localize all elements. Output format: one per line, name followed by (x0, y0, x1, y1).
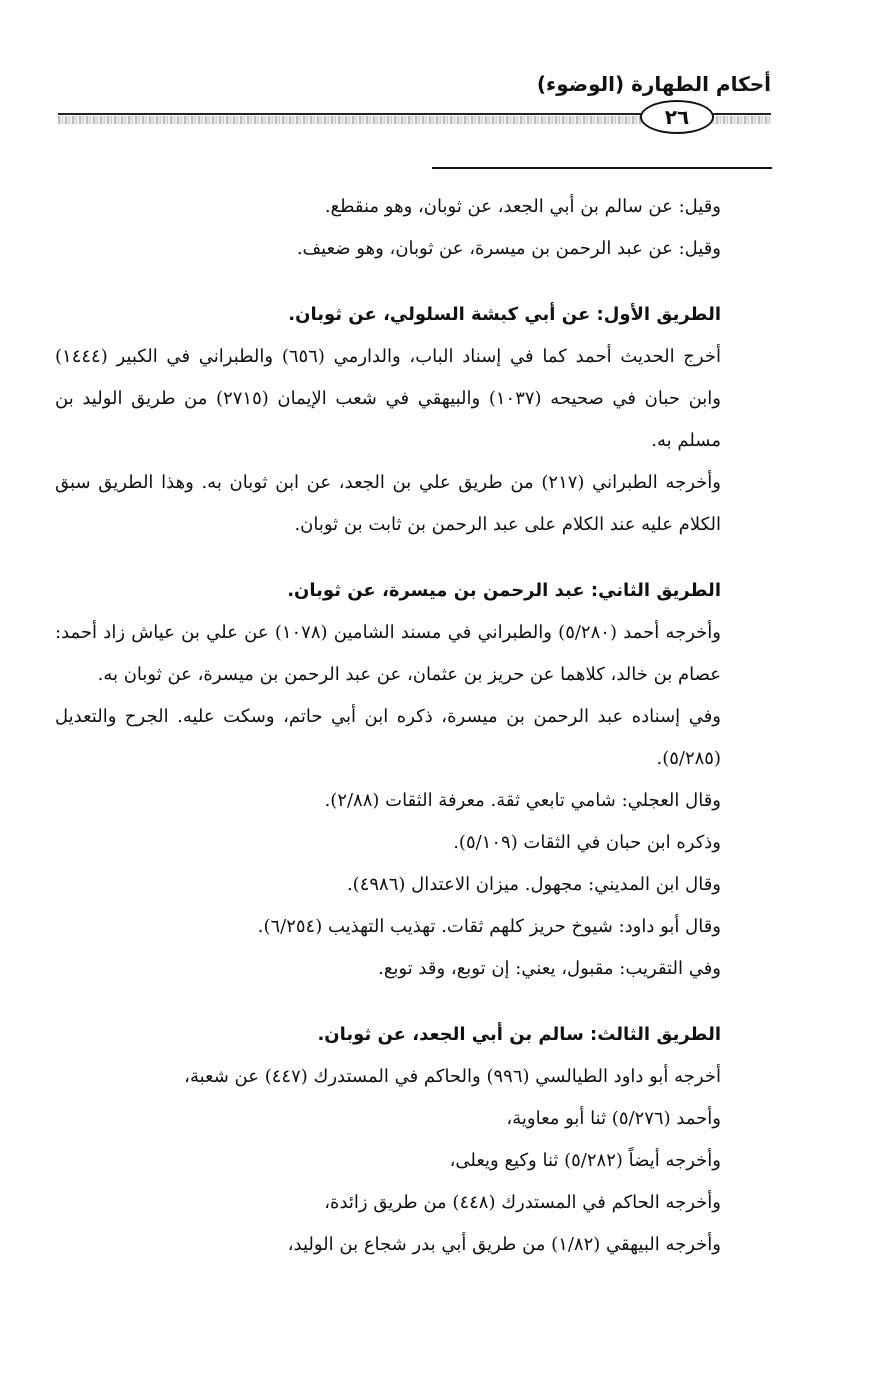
paragraph: وفي التقريب: مقبول، يعني: إن توبع، وقد توبع. (378, 958, 721, 979)
text-line: وقيل: عن سالم بن أبي الجعد، عن ثوبان، وهو منقطع. (324, 196, 721, 217)
section-heading: الطريق الثاني: عبد الرحمن بن ميسرة، عن ثوبان. (287, 580, 721, 601)
section-separator (432, 167, 772, 169)
text-line: وقيل: عن عبد الرحمن بن ميسرة، عن ثوبان، وهو ضعيف. (296, 238, 721, 259)
paragraph: وأخرجه أحمد (٥/٢٨٠) والطبراني في مسند الشامين (١٠٧٨) عن علي بن عياش زاد أحمد: عصام بن خالد، كلاهما عن حريز بن عثمان، عن عبد الرحمن بن ميسرة، عن ثوبان به. (55, 622, 721, 685)
paragraph: أخرجه أبو داود الطيالسي (٩٩٦) والحاكم في المستدرك (٤٤٧) عن شعبة، (184, 1066, 721, 1087)
paragraph: وقال ابن المديني: مجهول. ميزان الاعتدال (٤٩٨٦). (346, 874, 721, 895)
paragraph: وقال العجلي: شامي تابعي ثقة. معرفة الثقات (٢/٨٨). (324, 790, 721, 811)
paragraph: وأخرجه البيهقي (١/٨٢) من طريق أبي بدر شجاع بن الوليد، (287, 1234, 721, 1255)
paragraph: وأخرجه أيضاً (٥/٢٨٢) ثنا وكيع ويعلى، (449, 1150, 721, 1171)
paragraph: وقال أبو داود: شيوخ حريز كلهم ثقات. تهذيب التهذيب (٦/٢٥٤). (257, 916, 721, 937)
paragraph: أخرج الحديث أحمد كما في إسناد الباب، والدارمي (٦٥٦) والطبراني في الكبير (١٤٤٤) وابن حبان في صحيحه (١٠٣٧) والبيهقي في شعب الإيمان (٢٧١٥) من طريق الوليد بن مسلم به. (55, 346, 721, 451)
running-header-title: أحكام الطهارة (الوضوء) (536, 72, 771, 96)
page-number: ٢٦ (640, 100, 714, 134)
paragraph: وأخرجه الحاكم في المستدرك (٤٤٨) من طريق زائدة، (324, 1192, 721, 1213)
paragraph: وأحمد (٥/٢٧٦) ثنا أبو معاوية، (506, 1108, 721, 1129)
paragraph: وذكره ابن حبان في الثقات (٥/١٠٩). (453, 832, 721, 853)
page-body (55, 186, 779, 1266)
paragraph: وأخرجه الطبراني (٢١٧) من طريق علي بن الجعد، عن ابن ثوبان به. وهذا الطريق سبق الكلام عليه عند الكلام على عبد الرحمن بن ثابت بن ثوبان. (55, 472, 721, 535)
section-heading: الطريق الأول: عن أبي كبشة السلولي، عن ثوبان. (288, 304, 721, 325)
section-heading: الطريق الثالث: سالم بن أبي الجعد، عن ثوبان. (317, 1024, 721, 1045)
paragraph: وفي إسناده عبد الرحمن بن ميسرة، ذكره ابن أبي حاتم، وسكت عليه. الجرح والتعديل (٥/٢٨٥). (55, 706, 721, 769)
